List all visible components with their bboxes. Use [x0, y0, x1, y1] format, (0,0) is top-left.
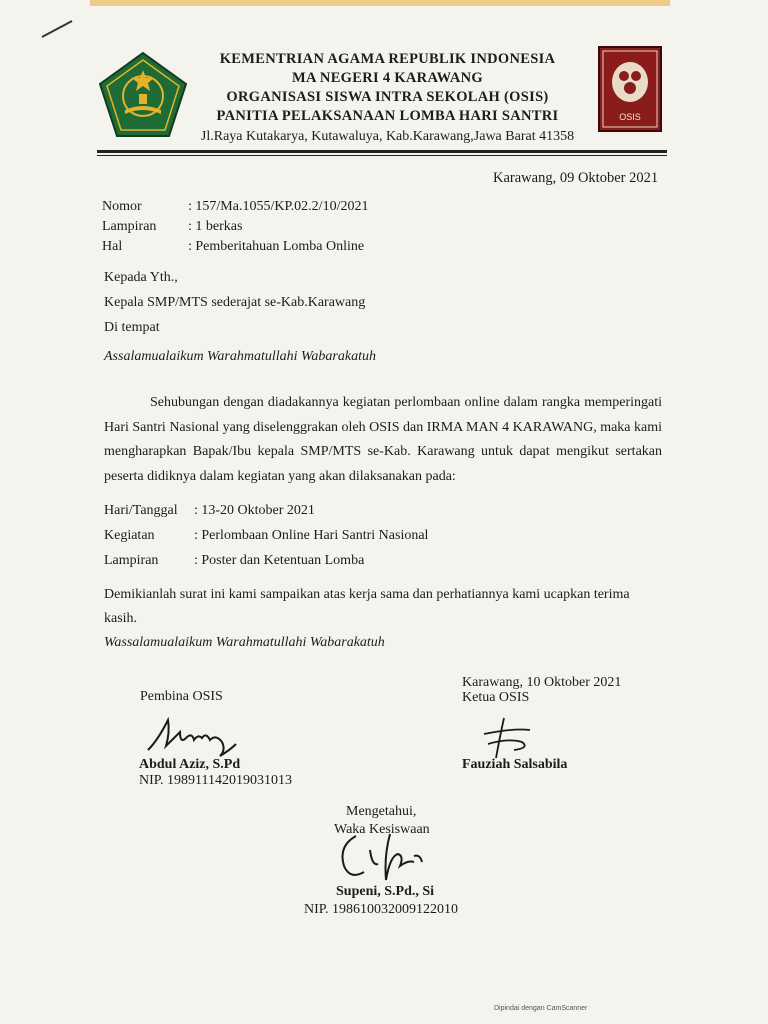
- opening-greeting: Assalamualaikum Warahmatullahi Wabarakatuh: [104, 349, 376, 364]
- meta-value: : 157/Ma.1055/KP.02.2/10/2021: [188, 199, 369, 214]
- letterhead-ministry: KEMENTRIAN AGAMA REPUBLIK INDONESIA: [219, 51, 556, 67]
- recipient-salutation: Kepada Yth.,: [104, 270, 178, 285]
- recipient-block: [104, 265, 365, 340]
- advisor-name: Abdul Aziz, S.Pd: [139, 757, 241, 772]
- recipient-place: Di tempat: [104, 320, 160, 335]
- paper-edge-mark: [90, 0, 670, 6]
- vice-principal-name: Supeni, S.Pd., Si: [336, 884, 435, 899]
- detail-row-activity: [104, 523, 428, 548]
- meta-label: Nomor: [102, 199, 142, 214]
- closing-farewell: Wassalamualaikum Warahmatullahi Wabarakatuh: [104, 635, 385, 650]
- chair-title: Ketua OSIS: [462, 690, 530, 705]
- recipient-name: Kepala SMP/MTS sederajat se-Kab.Karawang: [104, 295, 366, 310]
- acknowledged-label: Mengetahui,: [346, 804, 417, 819]
- meta-row-nomor: [102, 197, 368, 217]
- detail-value: : 13-20 Oktober 2021: [194, 503, 315, 518]
- meta-row-lampiran: [102, 217, 368, 237]
- event-details: [104, 498, 428, 573]
- detail-row-date: [104, 498, 428, 523]
- closing-block: [104, 583, 664, 655]
- letterhead-organization: ORGANISASI SISWA INTRA SEKOLAH (OSIS): [226, 89, 549, 105]
- header-divider-thick: [97, 150, 667, 153]
- advisor-title: Pembina OSIS: [140, 689, 223, 704]
- osis-logo-icon: [598, 46, 662, 132]
- header-divider-thin: [97, 155, 667, 156]
- detail-value: : Perlombaan Online Hari Santri Nasional: [194, 528, 429, 543]
- scanner-watermark: Dipindai dengan CamScanner: [494, 1005, 588, 1012]
- meta-row-hal: [102, 237, 368, 257]
- chair-sign-date: Karawang, 10 Oktober 2021: [462, 675, 622, 690]
- letterhead: [190, 50, 585, 147]
- meta-value: : 1 berkas: [188, 219, 243, 234]
- closing-text: Demikianlah surat ini kami sampaikan atas kerja sama dan perhatiannya kami ucapkan terima kasih.: [104, 587, 630, 626]
- pen-stroke-mark: [42, 20, 73, 38]
- vice-principal-nip: NIP. 198610032009122010: [304, 902, 459, 917]
- vice-principal-title: Waka Kesiswaan: [334, 822, 430, 837]
- detail-label: Hari/Tanggal: [104, 503, 178, 518]
- letter-body: [104, 391, 662, 489]
- letterhead-address: Jl.Raya Kutakarya, Kutawaluya, Kab.Karawang,Jawa Barat 41358: [200, 129, 575, 144]
- detail-row-attachment: [104, 548, 428, 573]
- chair-name: Fauziah Salsabila: [462, 757, 568, 772]
- svg-text:OSIS: OSIS: [619, 112, 641, 122]
- kemenag-logo-icon: [97, 50, 189, 142]
- letter-meta: [102, 197, 368, 257]
- meta-label: Hal: [102, 239, 123, 254]
- meta-value: : Pemberitahuan Lomba Online: [188, 239, 365, 254]
- detail-label: Lampiran: [104, 553, 159, 568]
- meta-label: Lampiran: [102, 219, 157, 234]
- advisor-nip: NIP. 198911142019031013: [139, 773, 292, 788]
- detail-value: : Poster dan Ketentuan Lomba: [194, 553, 365, 568]
- letterhead-school: MA NEGERI 4 KARAWANG: [292, 70, 483, 86]
- body-paragraph: Sehubungan dengan diadakannya kegiatan perlombaan online dalam rangka memperingati Hari Santri Nasional yang diselenggrakan oleh OSIS dan IRMA MAN 4 KARAWANG, maka kami mengharapkan Bapak/Ibu kepala SMP/MTS se-Kab. Karawang untuk dapat mengikut sertakan peserta didiknya dalam kegiatan yang akan dilaksanakan pada:: [104, 395, 663, 484]
- letter-date: Karawang, 09 Oktober 2021: [493, 170, 659, 186]
- detail-label: Kegiatan: [104, 528, 155, 543]
- letterhead-committee: PANITIA PELAKSANAAN LOMBA HARI SANTRI: [216, 108, 559, 124]
